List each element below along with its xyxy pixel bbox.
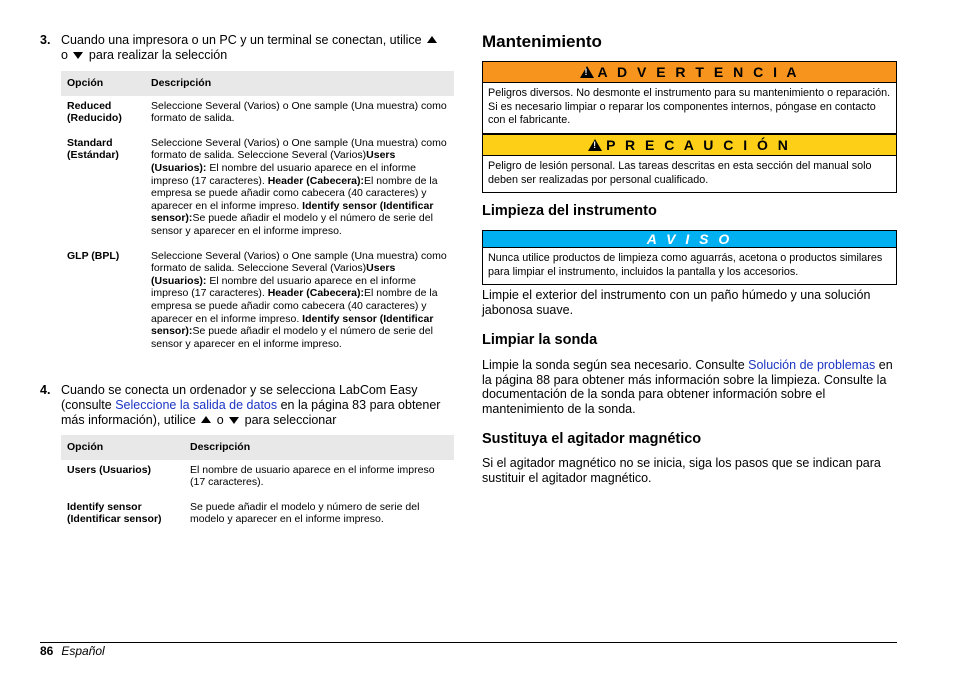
sonda-paragraph	[482, 358, 897, 416]
step-text: Cuando se conecta un ordenador y se selecciona LabCom Easy (consulte	[61, 383, 418, 412]
page-footer	[40, 644, 105, 658]
option-name-cell	[61, 497, 184, 534]
option-name-translation: (Reducido)	[67, 112, 122, 125]
option-keyword: Header (Cabecera):	[267, 287, 365, 300]
option-name-translation: (Estándar)	[67, 149, 119, 162]
option-description: Se puede añadir el modelo y el número de serie del sensor y aparecer en el informe impreso.	[151, 212, 433, 237]
down-arrow-icon	[73, 52, 83, 59]
table-row	[61, 460, 454, 497]
option-description: Seleccione Several (Varios) o One sample (Una muestra) como formato de salida.	[151, 99, 447, 125]
option-keyword: Identify sensor (Identificar sensor):	[151, 312, 434, 338]
step-text-or: o	[61, 48, 68, 62]
page-number: 86	[40, 644, 54, 658]
footer-language: Español	[61, 644, 105, 658]
notice-text: Nunca utilice productos de limpieza como aguarrás, acetona o productos similares para limpiar el instrumento, incluidos la pantalla y los accesorios.	[488, 252, 883, 278]
option-name-cell	[61, 96, 145, 133]
column-header-option: Opción	[61, 71, 145, 96]
options-table-computer	[61, 435, 454, 534]
column-header-description: Descripción	[145, 71, 454, 96]
option-description: El nombre del usuario aparece en el informe impreso (17 caracteres).	[151, 161, 416, 187]
option-name-cell	[61, 460, 184, 497]
sonda-text: Limpie la sonda según sea necesario. Consulte	[482, 358, 749, 372]
option-keyword: Users (Usuarios):	[151, 262, 396, 287]
table-row	[61, 96, 454, 133]
table-row	[61, 133, 454, 246]
option-description: El nombre del usuario aparece en el informe impreso (17 caracteres).	[151, 274, 416, 300]
caution-box	[482, 134, 897, 193]
step-text-or: o	[216, 413, 224, 427]
step-text-end: para seleccionar	[244, 413, 337, 427]
option-keyword: Identify sensor (Identificar sensor):	[151, 199, 434, 225]
option-keyword: Users (Usuarios):	[151, 149, 396, 174]
option-keyword: Header (Cabecera):	[267, 174, 365, 187]
option-description-cell	[145, 246, 454, 359]
sonda-text: en la página 88 para obtener más información sobre la limpieza. Consulte la documentación de la sonda para obtener información sobre el mantenimiento de la sonda.	[482, 358, 893, 416]
limpieza-paragraph: Limpie el exterior del instrumento con un paño húmedo y una solución jabonosa suave.	[482, 288, 871, 317]
option-description: El nombre de la empresa se puede añadir como cabecera (40 caracteres) y aparecer en el informe impreso.	[151, 174, 438, 212]
warning-box	[482, 61, 897, 134]
step-3	[40, 33, 455, 63]
warning-text: Peligros diversos. No desmonte el instrumento para su mantenimiento o reparación. Si es necesario limpiar o reparar los componentes internos, póngase en contacto con el fabricante.	[488, 87, 891, 126]
option-name: Reduced	[67, 99, 112, 112]
option-description-cell	[145, 96, 454, 133]
column-header-option: Opción	[61, 435, 184, 460]
table-header-row	[61, 435, 454, 460]
warning-label: A D V E R T E N C I A	[597, 64, 800, 80]
caution-label: P R E C A U C I Ó N	[606, 137, 791, 153]
step-number: 4.	[40, 383, 51, 397]
up-arrow-icon	[427, 36, 437, 43]
up-arrow-icon	[201, 416, 211, 423]
notice-header: A V I S O	[483, 231, 896, 248]
option-name: Identify sensor	[67, 500, 142, 513]
option-description: Seleccione Several (Varios) o One sample (Una muestra) como formato de salida. Seleccione Several (Varios)	[151, 249, 447, 275]
section-heading-sonda: Limpiar la sonda	[482, 332, 598, 348]
link-solucion-problemas[interactable]: Solución de problemas	[748, 358, 876, 372]
caution-header	[483, 135, 896, 156]
page-title: Mantenimiento	[482, 32, 602, 51]
notice-box	[482, 230, 897, 285]
table-row	[61, 246, 454, 359]
option-description-cell	[184, 497, 454, 534]
table-row	[61, 497, 454, 534]
option-name: Standard	[67, 136, 113, 149]
option-description-cell	[184, 460, 454, 497]
column-header-description: Descripción	[184, 435, 454, 460]
option-description: Seleccione Several (Varios) o One sample (Una muestra) como formato de salida. Seleccione Several (Varios)	[151, 136, 447, 162]
section-heading-agitador: Sustituya el agitador magnético	[482, 431, 702, 447]
option-description-cell	[145, 133, 454, 246]
step-text-end: para realizar la selección	[88, 48, 228, 62]
section-heading-limpieza: Limpieza del instrumento	[482, 203, 657, 219]
option-name-cell	[61, 133, 145, 246]
option-name: Users (Usuarios)	[67, 463, 152, 476]
step-4	[40, 383, 455, 428]
option-description: Se puede añadir el modelo y el número de serie del sensor y aparecer en el informe impreso.	[151, 325, 433, 350]
option-description: Se puede añadir el modelo y número de serie del modelo y aparecer en el informe impreso.	[190, 500, 420, 526]
warning-triangle-icon: !	[588, 139, 602, 151]
option-description: El nombre de la empresa se puede añadir como cabecera (40 caracteres) y aparecer en el informe impreso.	[151, 287, 438, 325]
caution-text: Peligro de lesión personal. Las tareas descritas en esta sección del manual solo deben ser realizadas por personal cualificado.	[488, 160, 872, 186]
step-text: en la página 83 para obtener más información), utilice	[61, 398, 441, 427]
option-name-translation: (Identificar sensor)	[67, 513, 162, 526]
warning-header	[483, 62, 896, 83]
agitador-paragraph: Si el agitador magnético no se inicia, siga los pasos que se indican para sustituir el agitador magnético.	[482, 456, 881, 485]
step-text: Cuando una impresora o un PC y un terminal se conectan, utilice	[61, 33, 422, 47]
table-header-row	[61, 71, 454, 96]
footer-divider	[40, 642, 897, 643]
options-table-printer	[61, 71, 454, 358]
option-name: GLP (BPL)	[67, 249, 120, 262]
warning-triangle-icon: !	[580, 66, 594, 78]
option-name-cell	[61, 246, 145, 359]
option-description: El nombre de usuario aparece en el informe impreso (17 caracteres).	[190, 463, 435, 489]
down-arrow-icon	[229, 417, 239, 424]
step-number: 3.	[40, 33, 51, 47]
link-seleccione-salida-datos[interactable]: Seleccione la salida de datos	[115, 398, 278, 412]
